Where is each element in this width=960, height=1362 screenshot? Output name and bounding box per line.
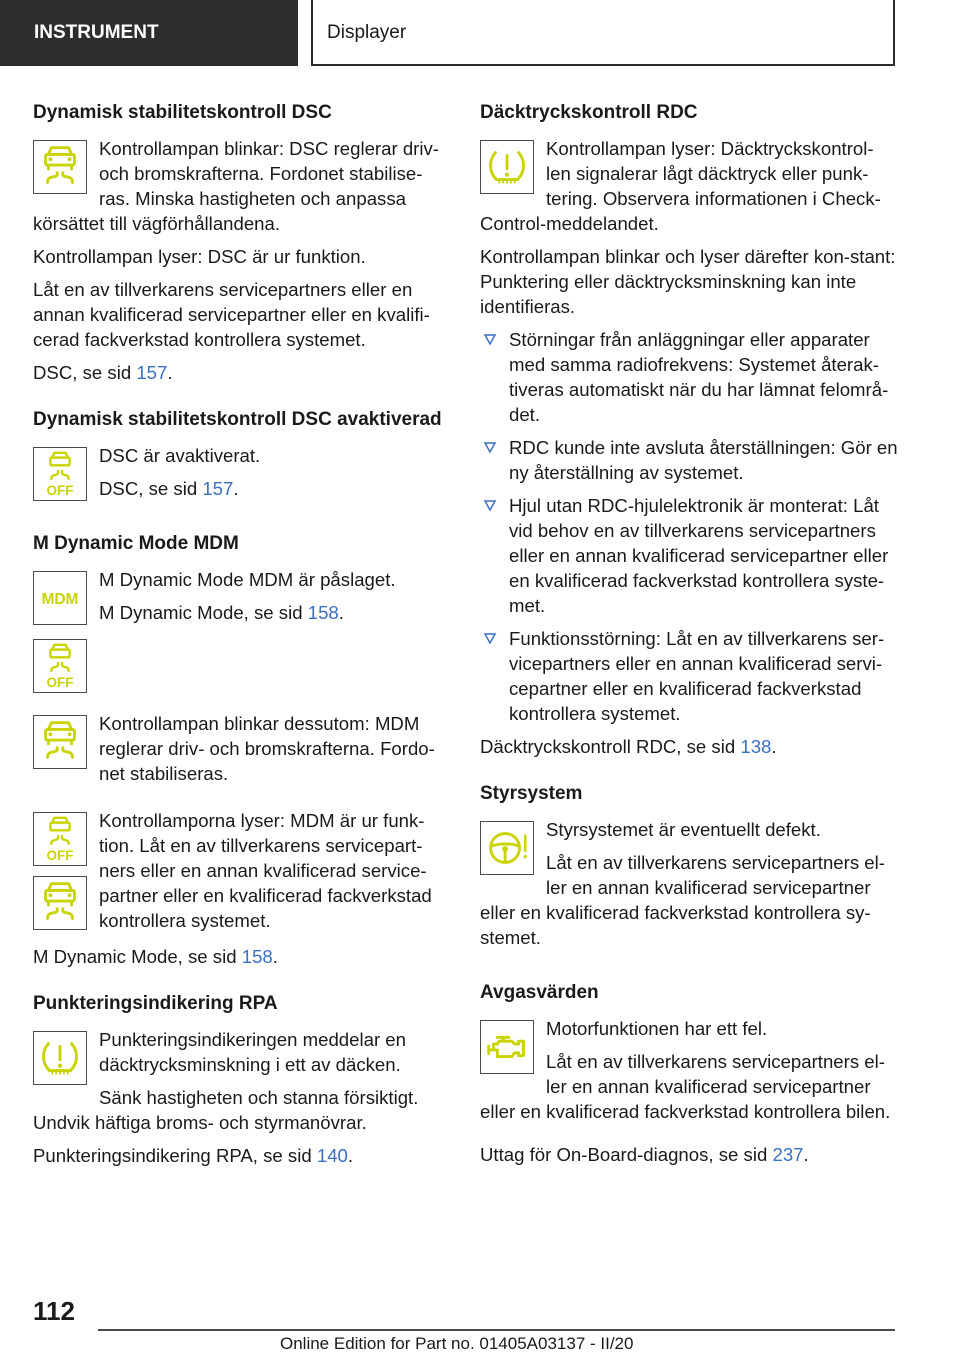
paragraph: Kontrollamporna lyser: MDM är ur funk-tion. Låt en av tillverkarens servicepart-ners eller en annan kvalificerad service-partner eller en kvalificerad fackverkstad kontrollera systemet. — [99, 810, 432, 931]
page-link[interactable]: 140 — [316, 1145, 348, 1166]
mdm-icon — [33, 571, 87, 625]
list-item-text: Funktionsstörning: Låt en av tillverkarens ser-vicepartners eller en annan kvalificerad servi-cepartner eller en kvalificerad fackverkstad kontrollera systemet. — [509, 628, 885, 724]
list-item-text: Hjul utan RDC-hjulelektronik är monterat: Låt vid behov en av tillverkarens servicepartners eller en annan kvalificerad servicepartner eller en kvalificerad fackverkstad kontrollera syste-met. — [509, 495, 889, 616]
list-item — [480, 493, 898, 618]
paragraph: M Dynamic Mode MDM är påslaget. — [99, 569, 396, 590]
paragraph: Motorfunktionen har ett fel. — [546, 1018, 768, 1039]
paragraph: Kontrollampan blinkar dessutom: MDM reglerar driv- och bromskrafterna. Fordo-net stabiliseras. — [99, 713, 435, 784]
paragraph: DSC är avaktiverat. — [99, 445, 261, 466]
list-item-text: Störningar från anläggningar eller apparater med samma radiofrekvens: Systemet återak-tiveras automatiskt när du har lämnat felområ-det. — [509, 329, 889, 425]
reference — [33, 1143, 451, 1168]
section-heading: Styrsystem — [480, 783, 583, 804]
reference-text: M Dynamic Mode, se sid — [99, 602, 308, 623]
section-tab: INSTRUMENT — [0, 0, 298, 66]
page-number: 112 — [33, 1296, 75, 1326]
edition-note: Online Edition for Part no. 01405A03137 - II/20 — [280, 1334, 634, 1353]
reference-end: . — [167, 362, 173, 383]
paragraph: Låt en av tillverkarens servicepartners el-ler en annan kvalificerad servicepartner eller en kvalificerad fackverkstad kontrollera sy-stemet. — [480, 852, 885, 948]
reference — [33, 600, 451, 625]
paragraph: Låt en av tillverkarens servicepartners el-ler en annan kvalificerad servicepartner eller en kvalificerad fackverkstad kontrollera bilen. — [480, 1051, 891, 1122]
paragraph: Kontrollampan blinkar och lyser därefter kon-stant: Punktering eller däcktrycksminskning kan inte identifieras. — [480, 246, 896, 317]
section-heading: Dynamisk stabilitetskontroll DSC avaktiverad — [33, 409, 442, 430]
reference — [480, 1142, 898, 1167]
list-item — [480, 327, 898, 427]
reference — [33, 360, 451, 385]
section-emission — [480, 980, 898, 1167]
triangle-bullet-icon — [482, 497, 498, 513]
page-header — [0, 0, 960, 66]
section-dsc — [33, 100, 451, 385]
mdm-label: MDM — [41, 590, 79, 608]
list-item-text: RDC kunde inte avsluta återställningen: Gör en ny återställning av systemet. — [509, 437, 898, 483]
dsc-off-icon — [33, 639, 87, 693]
dsc-skid-icon — [33, 140, 87, 194]
paragraph: Punkteringsindikeringen meddelar en däcktrycksminskning i ett av däcken. — [99, 1029, 406, 1075]
triangle-bullet-icon — [482, 331, 498, 347]
right-column — [480, 100, 898, 1189]
reference-end: . — [233, 478, 239, 499]
engine-icon — [480, 1020, 534, 1074]
left-column — [33, 100, 451, 1190]
paragraph: Sänk hastigheten och stanna försiktigt. Undvik häftiga broms- och styrmanövrar. — [33, 1087, 419, 1133]
page-link[interactable]: 138 — [740, 736, 772, 757]
steering-wheel-warning-icon — [480, 821, 534, 875]
reference-text: DSC, se sid — [99, 478, 203, 499]
section-steering — [480, 781, 898, 958]
triangle-bullet-icon — [482, 439, 498, 455]
chapter-tab: Displayer — [311, 0, 895, 66]
reference-end: . — [338, 602, 344, 623]
paragraph: Kontrollampan lyser: Däcktryckskontrol-len signalerar lågt däcktryck eller punk-tering. Observera informationen i Check-Control-meddelandet. — [480, 138, 881, 234]
tire-pressure-icon — [480, 140, 534, 194]
off-label: OFF — [46, 483, 74, 499]
section-heading: Däcktryckskontroll RDC — [480, 102, 698, 123]
section-rpa — [33, 991, 451, 1168]
reference-end: . — [803, 1144, 809, 1165]
list-item — [480, 435, 898, 485]
dsc-skid-icon — [33, 715, 87, 769]
reference-text: M Dynamic Mode, se sid — [33, 946, 242, 967]
reference — [33, 944, 451, 969]
dsc-skid-icon — [33, 876, 87, 930]
dsc-off-icon — [33, 812, 87, 866]
reference — [480, 734, 898, 759]
section-heading: Dynamisk stabilitetskontroll DSC — [33, 102, 332, 123]
section-rdc — [480, 100, 898, 759]
paragraph: Kontrollampan blinkar: DSC reglerar driv- och bromskrafterna. Fordonet stabilise-ras. Minska hastigheten och anpassa körsättet till vägförhållandena. — [33, 138, 439, 234]
dsc-off-icon — [33, 447, 87, 501]
reference-text: DSC, se sid — [33, 362, 137, 383]
reference-end: . — [771, 736, 777, 757]
reference-end: . — [272, 946, 278, 967]
page-link[interactable]: 237 — [772, 1144, 804, 1165]
paragraph: Låt en av tillverkarens servicepartners eller en annan kvalificerad servicepartner eller en kvalifi-cerad fackverkstad kontrollera systemet. — [33, 279, 430, 350]
reference — [33, 476, 451, 501]
paragraph: Styrsystemet är eventuellt defekt. — [546, 819, 821, 840]
page-link[interactable]: 157 — [136, 362, 168, 383]
triangle-bullet-icon — [482, 630, 498, 646]
off-label: OFF — [46, 675, 74, 691]
section-mdm — [33, 531, 451, 969]
reference-text: Uttag för On-Board-diagnos, se sid — [480, 1144, 773, 1165]
list-item — [480, 626, 898, 726]
section-heading: Punkteringsindikering RPA — [33, 993, 278, 1014]
reference-end: . — [347, 1145, 354, 1166]
tire-pressure-icon — [33, 1031, 87, 1085]
section-heading: Avgasvärden — [480, 982, 599, 1003]
icon-stack — [33, 812, 87, 940]
page-link[interactable]: 157 — [202, 478, 234, 499]
reference-text: Punkteringsindikering RPA, se sid — [33, 1145, 317, 1166]
page-link[interactable]: 158 — [307, 602, 339, 623]
bullet-list — [480, 327, 898, 726]
section-heading: M Dynamic Mode MDM — [33, 533, 239, 554]
section-dsc-off — [33, 407, 451, 509]
paragraph: Kontrollampan lyser: DSC är ur funktion. — [33, 246, 366, 267]
off-label: OFF — [46, 848, 74, 864]
reference-text: Däcktryckskontroll RDC, se sid — [480, 736, 741, 757]
page-link[interactable]: 158 — [241, 946, 273, 967]
